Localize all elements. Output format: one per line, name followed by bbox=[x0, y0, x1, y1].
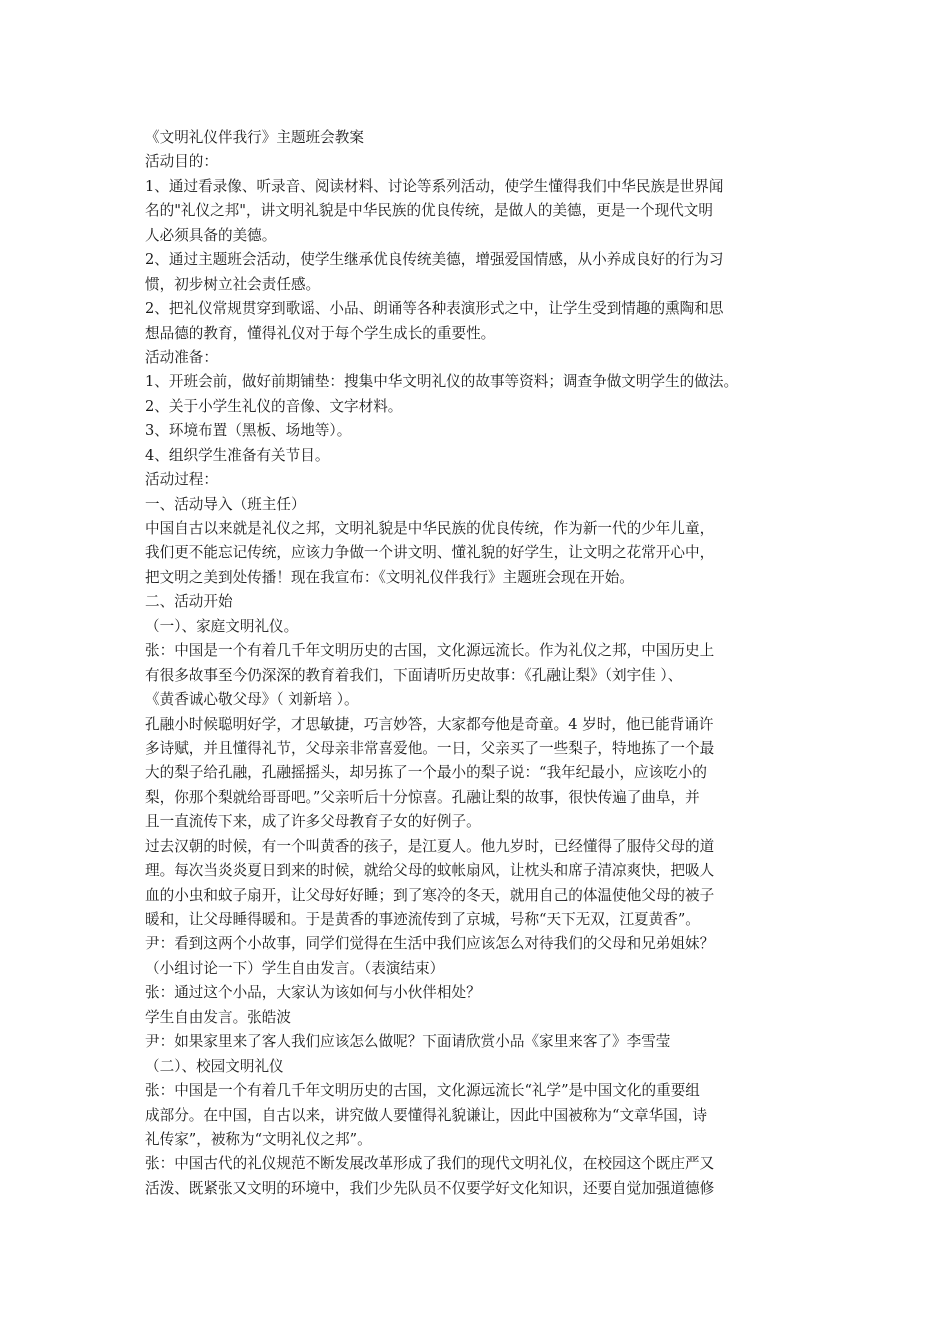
text-line: 1、通过看录像、听录音、阅读材料、讨论等系列活动，使学生懂得我们中华民族是世界闻 bbox=[145, 177, 724, 195]
document-body bbox=[145, 126, 815, 1201]
subsection-heading: （二）、校园文明礼仪 bbox=[145, 1057, 284, 1075]
text-line: 尹：看到这两个小故事，同学们觉得在生活中我们应该怎么对待我们的父母和兄弟姐妹？ bbox=[145, 935, 715, 953]
text-line: 成部分。在中国，自古以来，讲究做人要懂得礼貌谦让，因此中国被称为“文章华国，诗 bbox=[145, 1106, 708, 1124]
text-line: 尹：如果家里来了客人我们应该怎么做呢？下面请欣赏小品《家里来客了》李雪莹 bbox=[145, 1033, 671, 1051]
subsection-heading: 二、活动开始 bbox=[145, 593, 233, 611]
subsection-heading: （一）、家庭文明礼仪。 bbox=[145, 617, 299, 635]
text-line: 3、环境布置（黑板、场地等）。 bbox=[145, 422, 352, 440]
section-heading-process: 活动过程： bbox=[145, 471, 218, 489]
text-line: 《黄香诚心敬父母》（ 刘新培 ）。 bbox=[145, 691, 359, 709]
document-title: 《文明礼仪伴我行》主题班会教案 bbox=[145, 129, 364, 146]
text-line: 礼传家”，被称为“文明礼仪之邦”。 bbox=[145, 1130, 372, 1148]
text-line: 孔融小时候聪明好学，才思敏捷，巧言妙答，大家都夸他是奇童。4 岁时，他已能背诵许 bbox=[145, 715, 714, 733]
text-line: 把文明之美到处传播！现在我宣布：《文明礼仪伴我行》主题班会现在开始。 bbox=[145, 568, 634, 586]
text-line: 大的梨子给孔融，孔融摇摇头，却另拣了一个最小的梨子说：“我年纪最小，应该吃小的 bbox=[145, 764, 708, 782]
text-line: 张：通过这个小品，大家认为该如何与小伙伴相处？ bbox=[145, 984, 481, 1002]
section-heading-goals: 活动目的： bbox=[145, 153, 218, 171]
text-line: 且一直流传下来，成了许多父母教育子女的好例子。 bbox=[145, 813, 481, 831]
subsection-heading: 一、活动导入（班主任） bbox=[145, 495, 306, 513]
text-line: 想品德的教育，懂得礼仪对于每个学生成长的重要性。 bbox=[145, 324, 496, 342]
text-line: 有很多故事至今仍深深的教育着我们，下面请听历史故事：《孔融让梨》（刘宇佳 ）、 bbox=[145, 666, 683, 684]
text-line: 过去汉朝的时候，有一个叫黄香的孩子，是江夏人。他九岁时，已经懂得了服侍父母的道 bbox=[145, 837, 715, 855]
text-line: 4、组织学生准备有关节目。 bbox=[145, 446, 330, 464]
text-line: （小组讨论一下）学生自由发言。（表演结束） bbox=[145, 959, 445, 977]
text-line: 中国自古以来就是礼仪之邦，文明礼貌是中华民族的优良传统，作为新一代的少年儿童， bbox=[145, 520, 715, 537]
section-heading-preparation: 活动准备： bbox=[145, 348, 218, 366]
text-line: 2、把礼仪常规贯穿到歌谣、小品、朗诵等各种表演形式之中，让学生受到情趣的熏陶和思 bbox=[145, 300, 724, 318]
text-line: 梨，你那个梨就给哥哥吧。”父亲听后十分惊喜。孔融让梨的故事，很快传遍了曲阜，并 bbox=[145, 788, 700, 806]
text-line: 血的小虫和蚊子扇开，让父母好好睡；到了寒冷的冬天，就用自己的体温使他父母的被子 bbox=[145, 886, 715, 904]
text-line: 1、开班会前，做好前期铺垫：搜集中华文明礼仪的故事等资料；调查争做文明学生的做法。 bbox=[145, 373, 739, 391]
text-line: 人必须具备的美德。 bbox=[145, 226, 277, 244]
text-line: 2、关于小学生礼仪的音像、文字材料。 bbox=[145, 397, 403, 415]
text-line: 名的"礼仪之邦"，讲文明礼貌是中华民族的优良传统，是做人的美德，更是一个现代文明 bbox=[145, 202, 713, 220]
text-line: 多诗赋，并且懂得礼节，父母亲非常喜爱他。一日，父亲买了一些梨子，特地拣了一个最 bbox=[145, 739, 715, 757]
text-line: 暖和，让父母睡得暖和。于是黄香的事迹流传到了京城，号称“天下无双，江夏黄香”。 bbox=[145, 911, 700, 928]
text-line: 学生自由发言。张皓波 bbox=[145, 1008, 291, 1026]
text-line: 张：中国是一个有着几千年文明历史的古国，文化源远流长“礼学”是中国文化的重要组 bbox=[145, 1082, 700, 1100]
text-line: 2、通过主题班会活动，使学生继承优良传统美德，增强爱国情感，从小养成良好的行为习 bbox=[145, 251, 724, 269]
text-line: 张：中国是一个有着几千年文明历史的古国，文化源远流长。作为礼仪之邦，中国历史上 bbox=[145, 642, 715, 660]
text-line: 理。每次当炎炎夏日到来的时候，就给父母的蚊帐扇风，让枕头和席子清凉爽快，把吸人 bbox=[145, 862, 715, 880]
text-line: 活泼、既紧张又文明的环境中，我们少先队员不仅要学好文化知识，还要自觉加强道德修 bbox=[145, 1179, 715, 1197]
text-line: 我们更不能忘记传统，应该力争做一个讲文明、懂礼貌的好学生，让文明之花常开心中， bbox=[145, 544, 715, 562]
text-line: 张：中国古代的礼仪规范不断发展改革形成了我们的现代文明礼仪，在校园这个既庄严又 bbox=[145, 1155, 715, 1173]
text-line: 惯，初步树立社会责任感。 bbox=[145, 275, 321, 293]
